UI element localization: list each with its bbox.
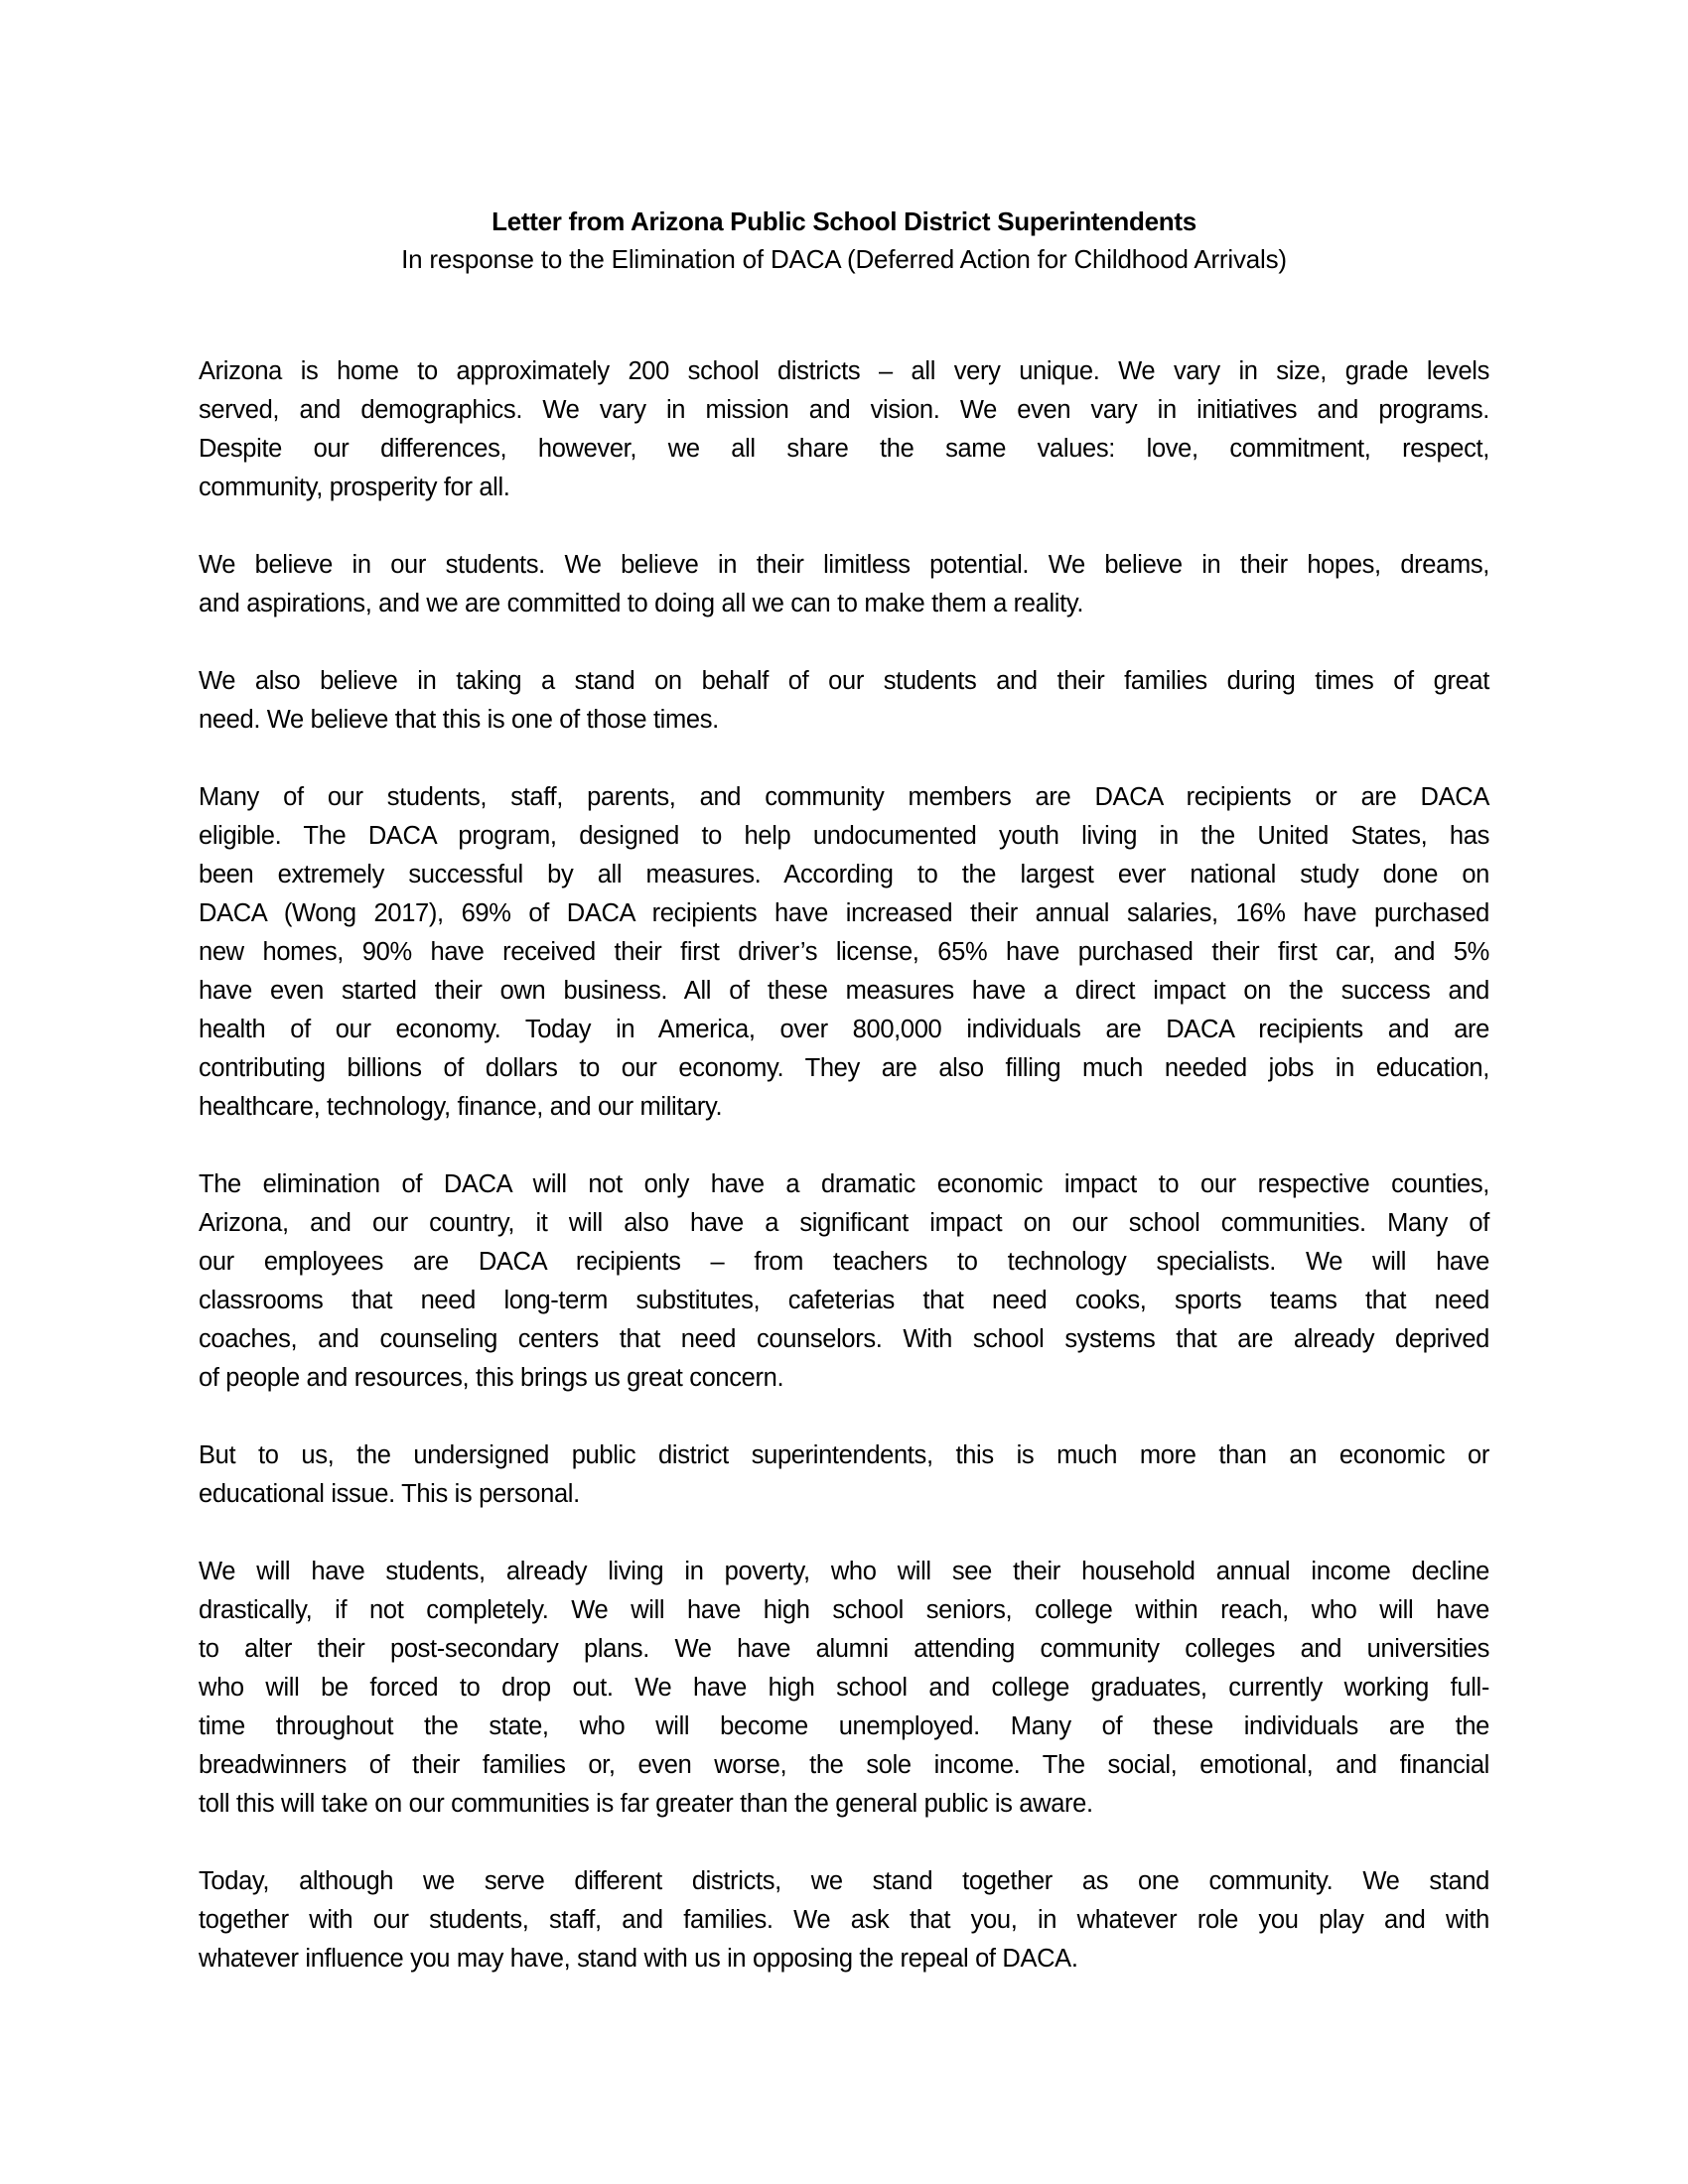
paragraph-line: We will have students, already living in poverty, who will see their household annual income decline bbox=[199, 1558, 1489, 1585]
paragraph-line: have even started their own business. All of these measures have a direct impact on the success and bbox=[199, 977, 1489, 1005]
paragraph-line: Many of our students, staff, parents, and community members are DACA recipients or are DACA bbox=[199, 783, 1489, 811]
paragraph-line: who will be forced to drop out. We have high school and college graduates, currently working full- bbox=[199, 1674, 1489, 1702]
paragraph-line: breadwinners of their families or, even worse, the sole income. The social, emotional, and financial bbox=[199, 1751, 1489, 1779]
paragraph bbox=[199, 352, 1489, 507]
paragraph-line: healthcare, technology, finance, and our military. bbox=[199, 1093, 723, 1121]
paragraph-line: educational issue. This is personal. bbox=[199, 1480, 580, 1508]
paragraph-line: But to us, the undersigned public district superintendents, this is much more than an economic or bbox=[199, 1441, 1489, 1469]
letter-body bbox=[199, 352, 1489, 2017]
paragraph bbox=[199, 1553, 1489, 1824]
paragraph-line: Arizona, and our country, it will also have a significant impact on our school communities. Many of bbox=[199, 1209, 1489, 1237]
paragraph-line: contributing billions of dollars to our economy. They are also filling much needed jobs in education, bbox=[199, 1054, 1489, 1082]
paragraph-line: been extremely successful by all measures. According to the largest ever national study done on bbox=[199, 861, 1489, 888]
paragraph bbox=[199, 1165, 1489, 1398]
paragraph bbox=[199, 1436, 1489, 1514]
letter-title: Letter from Arizona Public School District Superintendents bbox=[492, 206, 1196, 236]
paragraph-line: to alter their post-secondary plans. We have alumni attending community colleges and universities bbox=[199, 1635, 1489, 1663]
paragraph-line: health of our economy. Today in America, over 800,000 individuals are DACA recipients and are bbox=[199, 1016, 1489, 1043]
paragraph-line: We believe in our students. We believe in their limitless potential. We believe in their hopes, dreams, bbox=[199, 551, 1489, 579]
paragraph-line: Arizona is home to approximately 200 school districts – all very unique. We vary in size, grade levels bbox=[199, 357, 1489, 385]
paragraph-line: need. We believe that this is one of those times. bbox=[199, 706, 719, 734]
paragraph-line: drastically, if not completely. We will have high school seniors, college within reach, who will have bbox=[199, 1596, 1489, 1624]
paragraph-line: Today, although we serve different districts, we stand together as one community. We stand bbox=[199, 1867, 1489, 1895]
paragraph-line: DACA (Wong 2017), 69% of DACA recipients have increased their annual salaries, 16% have purchased bbox=[199, 899, 1489, 927]
paragraph-line: toll this will take on our communities is far greater than the general public is aware. bbox=[199, 1790, 1093, 1818]
paragraph-line: We also believe in taking a stand on behalf of our students and their families during times of great bbox=[199, 667, 1489, 695]
paragraph-line: and aspirations, and we are committed to doing all we can to make them a reality. bbox=[199, 590, 1084, 617]
letter-subtitle: In response to the Elimination of DACA (Deferred Action for Childhood Arrivals) bbox=[401, 244, 1287, 274]
paragraph-line: our employees are DACA recipients – from teachers to technology specialists. We will have bbox=[199, 1248, 1489, 1276]
paragraph-line: served, and demographics. We vary in mission and vision. We even vary in initiatives and programs. bbox=[199, 396, 1489, 424]
paragraph-line: classrooms that need long-term substitutes, cafeterias that need cooks, sports teams that need bbox=[199, 1287, 1489, 1314]
paragraph-line: The elimination of DACA will not only have a dramatic economic impact to our respective counties, bbox=[199, 1170, 1489, 1198]
paragraph-line: of people and resources, this brings us great concern. bbox=[199, 1364, 784, 1392]
paragraph-line: whatever influence you may have, stand with us in opposing the repeal of DACA. bbox=[199, 1945, 1078, 1973]
paragraph-line: time throughout the state, who will become unemployed. Many of these individuals are the bbox=[199, 1712, 1489, 1740]
paragraph-line: coaches, and counseling centers that need counselors. With school systems that are already deprived bbox=[199, 1325, 1489, 1353]
paragraph-line: together with our students, staff, and families. We ask that you, in whatever role you play and with bbox=[199, 1906, 1489, 1934]
paragraph bbox=[199, 546, 1489, 623]
paragraph bbox=[199, 778, 1489, 1127]
paragraph bbox=[199, 662, 1489, 740]
paragraph-line: eligible. The DACA program, designed to help undocumented youth living in the United States, has bbox=[199, 822, 1489, 850]
paragraph bbox=[199, 1862, 1489, 1979]
paragraph-line: community, prosperity for all. bbox=[199, 474, 510, 501]
paragraph-line: new homes, 90% have received their first driver’s license, 65% have purchased their first car, and 5% bbox=[199, 938, 1489, 966]
paragraph-line: Despite our differences, however, we all share the same values: love, commitment, respect, bbox=[199, 435, 1489, 463]
